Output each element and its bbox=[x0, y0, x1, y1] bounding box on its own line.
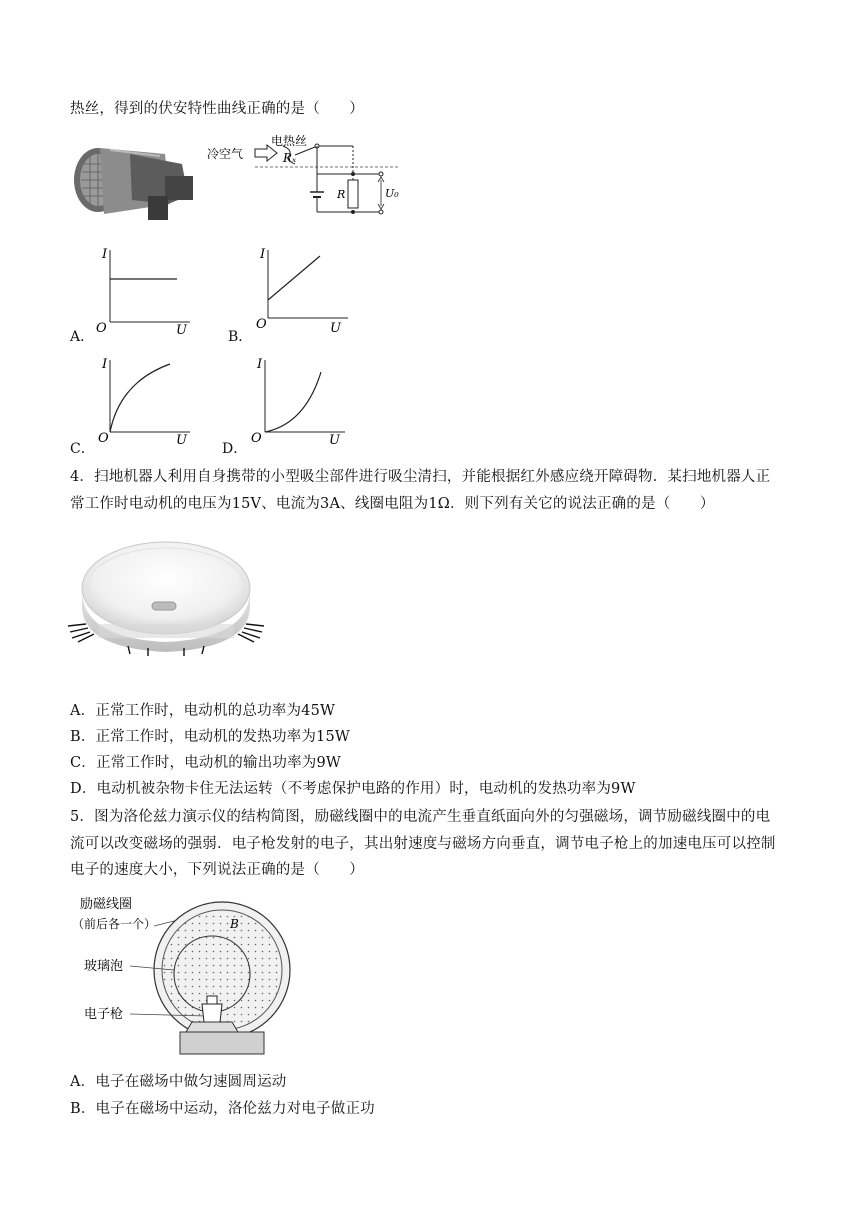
coil-label-2: （前后各一个） bbox=[72, 917, 157, 931]
q4-stem-line1: 4．扫地机器人利用自身携带的小型吸尘部件进行吸尘清扫，并能根据红外感应绕开障碍物．某扫地机器人正 bbox=[70, 469, 771, 485]
axis-i-label: I bbox=[257, 357, 263, 372]
axis-i-label: I bbox=[102, 247, 108, 262]
axis-o-label: O bbox=[96, 321, 107, 336]
b-field-label: B bbox=[230, 917, 239, 931]
robot-vacuum-photo bbox=[68, 528, 264, 658]
q5-stem-line1: 5．图为洛伦兹力演示仪的结构简图，励磁线圈中的电流产生垂直纸面向外的匀强磁场，调节励磁线圈中的电 bbox=[70, 809, 771, 825]
q5-stem-line3: 电子的速度大小，下列说法正确的是（ ） bbox=[70, 862, 364, 878]
lorentz-apparatus-diagram bbox=[70, 892, 302, 1057]
graph-a bbox=[90, 242, 200, 337]
axis-u-label: U bbox=[176, 323, 187, 337]
curve-concave-down bbox=[110, 364, 170, 432]
gun-label: 电子枪 bbox=[84, 1007, 124, 1022]
curve-concave-up bbox=[265, 372, 321, 432]
axis-u-label: U bbox=[176, 433, 187, 447]
u0-label: U₀ bbox=[385, 187, 399, 200]
q5-option-b[interactable]: B．电子在磁场中运动，洛伦兹力对电子做正功 bbox=[70, 1101, 375, 1117]
axis-o-label: O bbox=[251, 431, 262, 446]
heater-label: 电热丝 bbox=[271, 134, 308, 148]
q5-option-a[interactable]: A．电子在磁场中做匀速圆周运动 bbox=[70, 1074, 287, 1090]
q4-option-b[interactable]: B．正常工作时，电动机的发热功率为15W bbox=[70, 729, 351, 745]
option-c-letter[interactable]: C． bbox=[70, 441, 95, 457]
bulb-label: 玻璃泡 bbox=[84, 959, 124, 974]
q4-option-c[interactable]: C．正常工作时，电动机的输出功率为9W bbox=[70, 755, 342, 771]
cold-air-label: 冷空气 bbox=[207, 147, 244, 161]
option-d-letter[interactable]: D． bbox=[222, 441, 248, 457]
axis-o-label: O bbox=[98, 431, 109, 446]
axis-u-label: U bbox=[330, 321, 341, 336]
circuit-diagram bbox=[205, 130, 405, 222]
option-a-letter[interactable]: A． bbox=[70, 329, 95, 345]
r-label: R bbox=[337, 188, 346, 201]
coil-label-1: 励磁线圈 bbox=[80, 897, 133, 912]
rx-label: Rₓ bbox=[283, 151, 297, 165]
axis-i-label: I bbox=[260, 247, 266, 262]
axis-i-label: I bbox=[102, 357, 108, 372]
curve-linear-offset bbox=[268, 256, 320, 300]
electron-gun bbox=[202, 1004, 222, 1022]
airflow-sensor-photo bbox=[70, 134, 198, 224]
q4-option-d[interactable]: D．电动机被杂物卡住无法运转（不考虑保护电路的作用）时，电动机的发热功率为9W bbox=[70, 781, 636, 797]
q4-option-a[interactable]: A．正常工作时，电动机的总功率为45W bbox=[70, 703, 336, 719]
q3-stem-tail: 热丝，得到的伏安特性曲线正确的是（ ） bbox=[70, 101, 364, 117]
axis-o-label: O bbox=[256, 317, 267, 332]
q4-stem-line2: 常工作时电动机的电压为15V、电流为3A、线圈电阻为1Ω．则下列有关它的说法正确的是（ ） bbox=[70, 496, 715, 512]
graph-d bbox=[245, 352, 355, 447]
q5-stem-line2: 流可以改变磁场的强弱．电子枪发射的电子，其出射速度与磁场方向垂直，调节电子枪上的加速电压可以控制 bbox=[70, 836, 776, 852]
apparatus-base bbox=[180, 1032, 264, 1054]
graph-b bbox=[248, 242, 358, 337]
option-b-letter[interactable]: B． bbox=[228, 329, 253, 345]
axis-u-label: U bbox=[329, 433, 340, 447]
graph-c bbox=[90, 352, 200, 447]
